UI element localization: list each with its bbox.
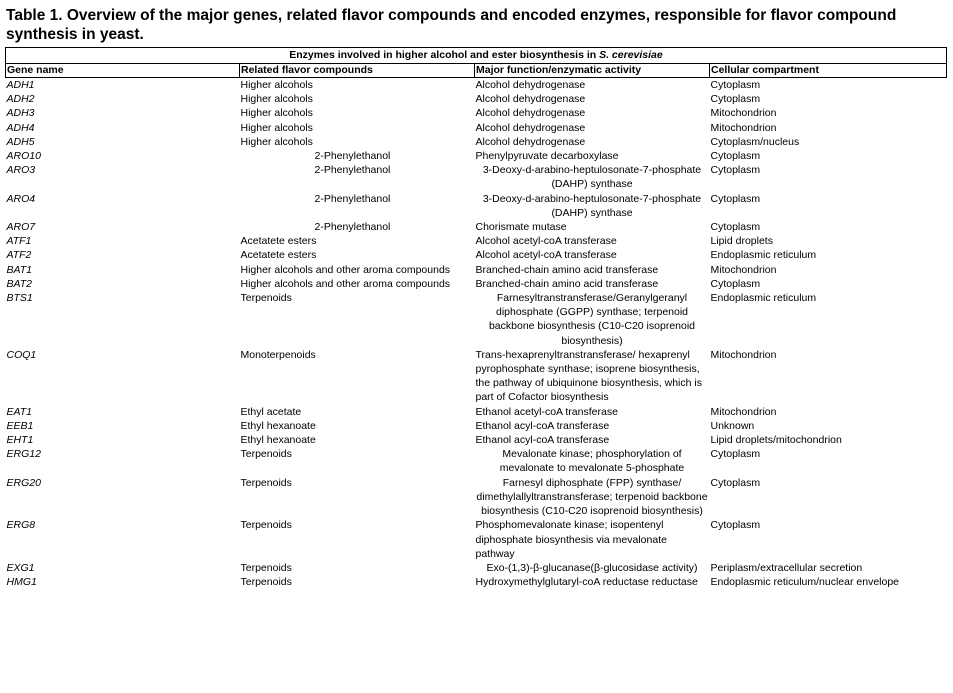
compartment-cell: Unknown [710, 419, 755, 432]
compartment-cell: Endoplasmic reticulum [710, 292, 817, 305]
compound-cell: 2-Phenylethanol [314, 221, 391, 234]
compartment-cell: Cytoplasm [710, 164, 761, 177]
compound-cell: Terpenoids [240, 476, 292, 489]
gene-cell: BAT1 [6, 263, 32, 276]
function-cell: 3-Deoxy-d-arabino-heptulosonate-7-phosphate (DAHP) synthase [482, 192, 702, 219]
function-cell: Alcohol dehydrogenase [475, 121, 586, 134]
table-row [6, 405, 947, 419]
compound-cell: Monoterpenoids [240, 348, 316, 361]
compound-cell: Higher alcohols and other aroma compounds [240, 263, 451, 276]
compartment-cell: Endoplasmic reticulum [710, 249, 817, 262]
gene-cell: ERG20 [6, 476, 41, 489]
function-cell: Alcohol dehydrogenase [475, 93, 586, 106]
gene-cell: ADH3 [6, 107, 35, 120]
compound-cell: Higher alcohols [240, 79, 313, 91]
compartment-cell: Mitochondrion [710, 405, 777, 418]
table-row [6, 447, 947, 475]
caption-prefix: Enzymes involved in higher alcohol and ester biosynthesis in [289, 49, 600, 61]
table-row [6, 348, 947, 405]
compartment-cell: Cytoplasm [710, 476, 761, 489]
compartment-cell: Mitochondrion [710, 263, 777, 276]
table-row [6, 476, 947, 519]
header-related-compounds: Related flavor compounds [240, 64, 475, 78]
table-row [6, 106, 947, 120]
header-major-function: Major function/enzymatic activity [475, 64, 710, 78]
table-row [6, 518, 947, 561]
table-row [6, 121, 947, 135]
table-row [6, 248, 947, 262]
compound-cell: 2-Phenylethanol [314, 192, 391, 205]
function-cell: 3-Deoxy-d-arabino-heptulosonate-7-phosphate (DAHP) synthase [482, 164, 702, 191]
compound-cell: 2-Phenylethanol [314, 164, 391, 177]
gene-cell: ADH4 [6, 121, 35, 134]
table-caption-row [6, 48, 947, 64]
gene-cell: ADH5 [6, 135, 35, 148]
compartment-cell: Mitochondrion [710, 107, 777, 120]
compound-cell: Ethyl acetate [240, 405, 302, 418]
compartment-cell: Mitochondrion [710, 348, 777, 361]
compartment-cell: Cytoplasm [710, 448, 761, 461]
compartment-cell: Cytoplasm [710, 221, 761, 234]
gene-cell: EAT1 [6, 405, 32, 418]
compound-cell: Terpenoids [240, 576, 292, 589]
compound-cell: Higher alcohols [240, 107, 313, 120]
compound-cell: Higher alcohols and other aroma compounds [240, 277, 451, 290]
table-row [6, 575, 947, 589]
compound-cell: Higher alcohols [240, 121, 313, 134]
gene-cell: EEB1 [6, 419, 34, 432]
function-cell: Alcohol dehydrogenase [475, 107, 586, 120]
function-cell: Farnesyltranstransferase/Geranylgeranyl diphosphate (GGPP) synthase; terpenoid backbone biosynthesis (C10-C20 isoprenoid biosynthesis) [488, 292, 696, 347]
function-cell: Alcohol dehydrogenase [475, 135, 586, 148]
function-cell: Alcohol dehydrogenase [475, 79, 586, 91]
compartment-cell: Cytoplasm/nucleus [710, 135, 800, 148]
gene-cell: ADH2 [6, 93, 35, 106]
compound-cell: Ethyl hexanoate [240, 434, 316, 447]
gene-cell: ARO10 [6, 150, 41, 163]
function-cell: Trans-hexaprenyltranstransferase/ hexaprenyl pyrophosphate synthase; isoprene biosynthesis, the pathway of ubiquinone biosynthesis, which is part of Cofactor biosynthesis [475, 348, 702, 404]
gene-cell: ARO7 [6, 221, 36, 234]
function-cell: Phenylpyruvate decarboxylase [475, 150, 619, 163]
compartment-cell: Cytoplasm [710, 192, 761, 205]
table-caption [6, 48, 947, 64]
compound-cell: Higher alcohols [240, 93, 313, 106]
function-cell: Branched-chain amino acid transferase [475, 263, 659, 276]
gene-cell: HMG1 [6, 576, 37, 589]
caption-species: S. cerevisiae [599, 49, 663, 61]
function-cell: Mevalonate kinase; phosphorylation of mevalonate to mevalonate 5-phosphate [499, 448, 685, 475]
function-cell: Ethanol acetyl-coA transferase [475, 405, 618, 418]
table-row [6, 78, 947, 93]
gene-cell: COQ1 [6, 348, 37, 361]
table-row [6, 149, 947, 163]
compound-cell: Acetatete esters [240, 249, 317, 262]
gene-cell: ERG8 [6, 519, 36, 532]
compartment-cell: Cytoplasm [710, 79, 761, 91]
function-cell: Hydroxymethylglutaryl-coA reductase reductase [475, 576, 698, 589]
compound-cell: Terpenoids [240, 292, 292, 305]
table-row [6, 561, 947, 575]
gene-cell: EXG1 [6, 561, 35, 574]
compartment-cell: Cytoplasm [710, 93, 761, 106]
table-row [6, 92, 947, 106]
table-row [6, 234, 947, 248]
table-row [6, 135, 947, 149]
gene-cell: BTS1 [6, 292, 33, 305]
compound-cell: 2-Phenylethanol [314, 150, 391, 163]
table-row [6, 291, 947, 348]
table-title: Table 1. Overview of the major genes, related flavor compounds and encoded enzymes, responsible for flavor compound synthesis in yeast. [6, 7, 897, 43]
function-cell: Branched-chain amino acid transferase [475, 277, 659, 290]
gene-table [5, 47, 947, 589]
function-cell: Alcohol acetyl-coA transferase [475, 235, 617, 248]
header-cellular-compartment: Cellular compartment [710, 64, 947, 78]
compartment-cell: Mitochondrion [710, 121, 777, 134]
table-row [6, 192, 947, 220]
table-row [6, 433, 947, 447]
compound-cell: Terpenoids [240, 561, 292, 574]
compound-cell: Terpenoids [240, 448, 292, 461]
compartment-cell: Periplasm/extracellular secretion [710, 561, 863, 574]
function-cell: Farnesyl diphosphate (FPP) synthase/ dimethylallyltranstransferase; terpenoid backbone biosynthesis (C10-C20 isoprenoid biosynthesis) [476, 476, 708, 518]
compartment-cell: Cytoplasm [710, 519, 761, 532]
gene-cell: ERG12 [6, 448, 41, 461]
function-cell: Phosphomevalonate kinase; isopentenyl diphosphate biosynthesis via mevalonate pathway [475, 519, 667, 560]
header-gene-name: Gene name [6, 64, 240, 78]
gene-cell: ARO3 [6, 164, 36, 177]
compartment-cell: Cytoplasm [710, 277, 761, 290]
gene-cell: ARO4 [6, 192, 36, 205]
compartment-cell: Cytoplasm [710, 150, 761, 163]
compound-cell: Acetatete esters [240, 235, 317, 248]
function-cell: Ethanol acyl-coA transferase [475, 419, 610, 432]
function-cell: Ethanol acyl-coA transferase [475, 434, 610, 447]
compartment-cell: Lipid droplets/mitochondrion [710, 434, 842, 447]
table-row [6, 263, 947, 277]
compound-cell: Higher alcohols [240, 135, 313, 148]
table-row [6, 163, 947, 191]
table-row [6, 419, 947, 433]
gene-cell: ATF1 [6, 235, 32, 248]
gene-cell: BAT2 [6, 277, 32, 290]
function-cell: Exo-(1,3)-β-glucanase(β-glucosidase activity) [486, 561, 698, 574]
gene-cell: ADH1 [6, 79, 35, 91]
function-cell: Alcohol acetyl-coA transferase [475, 249, 617, 262]
compound-cell: Ethyl hexanoate [240, 419, 316, 432]
gene-cell: ATF2 [6, 249, 32, 262]
compartment-cell: Endoplasmic reticulum/nuclear envelope [710, 576, 900, 589]
gene-cell: EHT1 [6, 434, 34, 447]
table-header-row [6, 64, 947, 78]
compartment-cell: Lipid droplets [710, 235, 773, 248]
function-cell: Chorismate mutase [475, 221, 567, 234]
table-row [6, 277, 947, 291]
table-row [6, 220, 947, 234]
compound-cell: Terpenoids [240, 519, 292, 532]
